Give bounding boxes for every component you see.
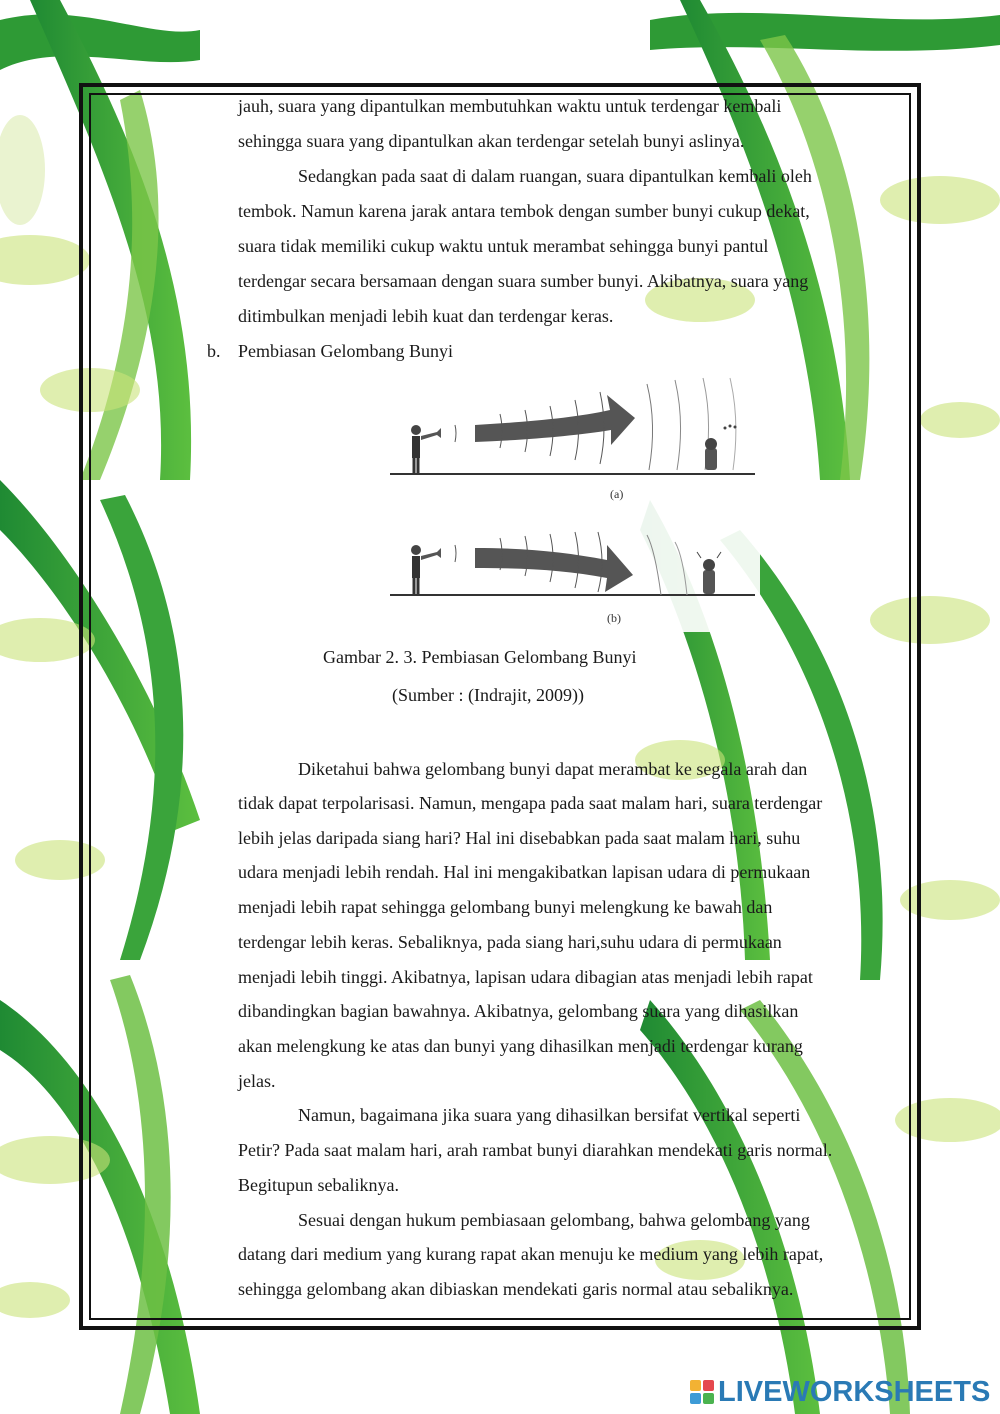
text-line: udara menjadi lebih rendah. Hal ini mengakibatkan lapisan udara di permukaan [238, 862, 811, 882]
text-line: Petir? Pada saat malam hari, arah rambat bunyi diarahkan mendekati garis normal. [238, 1140, 833, 1160]
text-line: Begitupun sebaliknya. [238, 1175, 399, 1195]
text-line: akan melengkung ke atas dan bunyi yang dihasilkan menjadi terdengar kurang [238, 1036, 803, 1056]
text-line: terdengar secara bersamaan dengan suara sumber bunyi. Akibatnya, suara yang [238, 271, 809, 291]
text-line: ditimbulkan menjadi lebih kuat dan terdengar keras. [238, 306, 614, 326]
text-line: lebih jelas daripada siang hari? Hal ini disebabkan pada saat malam hari, suhu [238, 828, 801, 848]
refraction-illustration [385, 370, 760, 632]
text-line: suara tidak memiliki cukup waktu untuk merambat sehingga bunyi pantul [238, 236, 769, 256]
panel-a [390, 378, 755, 474]
text-line: sehingga suara yang dipantulkan akan terdengar setelah bunyi aslinya. [238, 131, 745, 151]
text-line: Sedangkan pada saat di dalam ruangan, suara dipantulkan kembali oleh [298, 166, 812, 186]
text-line: menjadi lebih rapat sehingga gelombang bunyi melengkung ke bawah dan [238, 897, 773, 917]
text-line: Sesuai dengan hukum pembiasaan gelombang, bahwa gelombang yang [298, 1210, 810, 1230]
text-line: Namun, bagaimana jika suara yang dihasilkan bersifat vertikal seperti [298, 1105, 801, 1125]
section-title: Pembiasan Gelombang Bunyi [238, 341, 453, 361]
section-marker: b. [207, 341, 221, 361]
text-line: menjadi lebih tinggi. Akibatnya, lapisan udara dibagian atas menjadi lebih rapat [238, 967, 813, 987]
liveworksheets-wordmark: LIVEWORKSHEETS [718, 1375, 991, 1408]
refraction-figure [385, 370, 760, 632]
text-line: dibandingkan bagian bawahnya. Akibatnya, gelombang suara yang dihasilkan [238, 1001, 799, 1021]
liveworksheets-logo[interactable] [690, 1375, 990, 1409]
text-line: datang dari medium yang kurang rapat akan menuju ke medium yang lebih rapat, [238, 1244, 824, 1264]
figure-caption: Gambar 2. 3. Pembiasan Gelombang Bunyi [323, 647, 637, 667]
text-line: jelas. [238, 1071, 276, 1091]
panel-b [390, 532, 755, 595]
text-line: tembok. Namun karena jarak antara tembok dengan sumber bunyi cukup dekat, [238, 201, 810, 221]
liveworksheets-icon [690, 1380, 714, 1404]
text-line: terdengar lebih keras. Sebaliknya, pada siang hari,suhu udara di permukaan [238, 932, 782, 952]
figure-source: (Sumber : (Indrajit, 2009)) [392, 685, 584, 705]
text-line: tidak dapat terpolarisasi. Namun, mengapa pada saat malam hari, suara terdengar [238, 793, 823, 813]
panel-b-label: (b) [607, 611, 621, 625]
panel-a-label: (a) [610, 487, 624, 501]
text-line: Diketahui bahwa gelombang bunyi dapat merambat ke segala arah dan [298, 759, 808, 779]
text-line: jauh, suara yang dipantulkan membutuhkan waktu untuk terdengar kembali [238, 96, 782, 116]
text-line: sehingga gelombang akan dibiaskan mendekati garis normal atau sebaliknya. [238, 1279, 794, 1299]
